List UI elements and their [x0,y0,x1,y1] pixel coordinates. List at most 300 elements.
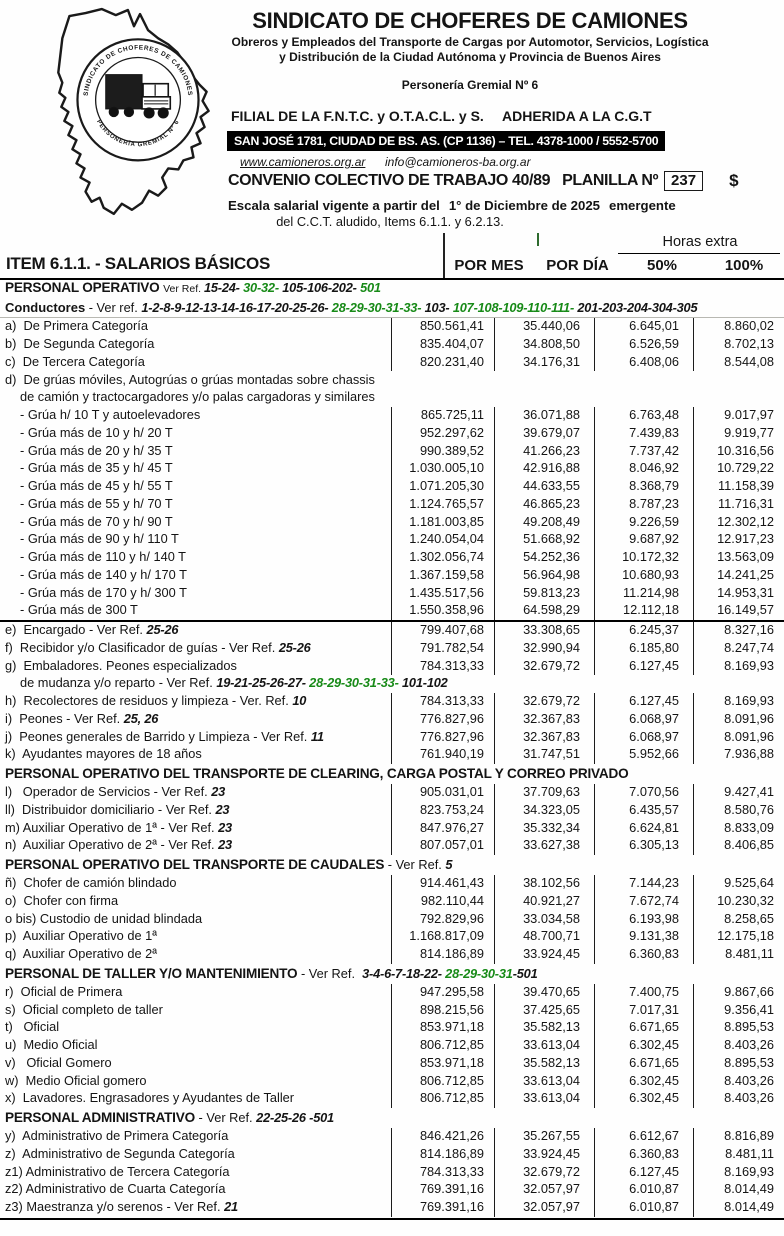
section-row [0,278,784,298]
cell-por-mes: 898.215,56 [391,1001,494,1019]
table-row [0,317,784,336]
cell-por-mes: 1.367.159,58 [391,567,494,585]
table-row [0,1072,784,1090]
row-label: i) Peones - Ver Ref. 25, 26 [5,712,159,726]
escala-suffix: emergente [609,198,676,213]
row-label: - Grúa más de 140 y h/ 170 T [20,568,187,582]
row-label: PERSONAL OPERATIVO DEL TRANSPORTE DE CAUDALES - Ver Ref. 5 [5,857,453,872]
cell-extra-50: 6.435,57 [594,802,693,820]
cell-extra-100: 8.403,26 [693,1090,784,1108]
cell-por-dia: 33.613,04 [494,1072,594,1090]
personeria-line: Personería Gremial Nº 6 [401,78,539,92]
cell-extra-50: 6.305,13 [594,837,693,855]
row-label: ñ) Chofer de camión blindado [5,877,177,891]
table-row [0,728,784,746]
column-header-50: 50% [646,257,678,274]
cell-extra-50: 6.360,83 [594,946,693,964]
cell-por-dia: 40.921,27 [494,893,594,911]
cell-extra-50: 6.302,45 [594,1090,693,1108]
cell-por-dia: 41.266,23 [494,442,594,460]
table-row [0,893,784,911]
row-label: PERSONAL DE TALLER Y/O MANTENIMIENTO - Ver Ref. 3-4-6-7-18-22- 28-29-30-31-501 [5,966,538,981]
cell-extra-100: 8.403,26 [693,1037,784,1055]
cell-extra-50: 6.193,98 [594,910,693,928]
table-row [0,1001,784,1019]
cell-extra-50: 6.671,65 [594,1055,693,1073]
cell-por-mes: 799.407,68 [391,622,494,640]
cell-por-dia: 56.964,98 [494,567,594,585]
cell-extra-100: 12.302,12 [693,513,784,531]
cell-por-dia: 64.598,29 [494,602,594,620]
cell-por-dia: 31.747,51 [494,746,594,764]
planilla-label: PLANILLA Nº [562,172,659,189]
cell-por-mes: 769.391,16 [391,1199,494,1217]
section-row [0,764,784,784]
table-row [0,425,784,443]
row-label: d) De grúas móviles, Autogrúas o grúas montadas sobre chassis [5,373,375,387]
cell-por-dia: 37.425,65 [494,1001,594,1019]
cell-por-dia: 35.440,06 [494,318,594,336]
cell-extra-50: 6.127,45 [594,657,693,675]
cell-extra-50: 6.526,59 [594,336,693,354]
cell-por-mes: 784.313,33 [391,693,494,711]
cell-extra-100: 8.580,76 [693,802,784,820]
table-row [0,711,784,729]
cell-por-mes: 853.971,18 [391,1019,494,1037]
cell-extra-50: 7.144,23 [594,875,693,893]
table-row [0,984,784,1002]
cell-por-mes: 806.712,85 [391,1090,494,1108]
cell-por-mes: 791.782,54 [391,640,494,658]
section-row [0,964,784,984]
cell-por-mes: 784.313,33 [391,1163,494,1181]
row-label: r) Oficial de Primera [5,985,123,999]
table-row [0,478,784,496]
row-label: s) Oficial completo de taller [5,1003,163,1017]
cell-extra-100: 12.917,23 [693,531,784,549]
cell-extra-100: 14.241,25 [693,567,784,585]
cell-por-dia: 39.470,65 [494,984,594,1002]
cell-extra-100: 8.702,13 [693,336,784,354]
cell-por-dia: 39.679,07 [494,425,594,443]
header-divider [443,233,445,278]
cell-por-dia: 34.323,05 [494,802,594,820]
row-label: l) Operador de Servicios - Ver Ref. 23 [5,786,226,800]
table-row [0,928,784,946]
row-label: a) De Primera Categoría [5,320,148,334]
cell-extra-100: 10.230,32 [693,893,784,911]
table-row [0,1163,784,1181]
row-label: - Grúa más de 10 y h/ 20 T [20,426,173,440]
cell-por-mes: 947.295,58 [391,984,494,1002]
cell-extra-100: 9.919,77 [693,425,784,443]
cell-extra-100: 9.427,41 [693,784,784,802]
document-header [0,0,784,231]
cell-por-dia: 35.332,34 [494,819,594,837]
cell-extra-50: 9.131,38 [594,928,693,946]
cell-extra-100: 9.356,41 [693,1001,784,1019]
row-label: - Grúa más de 110 y h/ 140 T [20,551,186,565]
table-row [0,675,784,693]
table-row [0,640,784,658]
cell-por-dia: 32.367,83 [494,728,594,746]
row-label: t) Oficial [5,1021,60,1035]
table-row [0,336,784,354]
row-label: - Grúa más de 35 y h/ 45 T [20,462,173,476]
cell-extra-100: 8.406,85 [693,837,784,855]
row-label: j) Peones generales de Barrido y Limpieza - Ver Ref. 11 [5,730,324,744]
escala-line2: del C.C.T. aludido, Items 6.1.1. y 6.2.13. [276,214,504,229]
cell-por-dia: 32.990,94 [494,640,594,658]
row-label: q) Auxiliar Operativo de 2ª [5,948,157,962]
table-row [0,693,784,711]
cell-por-mes: 835.404,07 [391,336,494,354]
table-row [0,802,784,820]
cell-por-dia: 33.034,58 [494,910,594,928]
convenio-row [228,171,739,191]
adherida-line: ADHERIDA A LA C.G.T [502,108,652,124]
row-label: de camión y tractocargadores y/o palas cargadoras y similares [20,391,375,405]
escala-line1 [228,198,676,213]
row-label: de mudanza y/o reparto - Ver Ref. 19-21-25-26-27- 28-29-30-31-33- 101-102 [20,677,448,691]
cell-por-dia: 33.308,65 [494,622,594,640]
row-label: Conductores - Ver ref. 1-2-8-9-12-13-14-16-17-20-25-26- 28-29-30-31-33- 103- 107-108-109-110-111- 201-203-204-304-305 [5,300,698,315]
cell-extra-50: 6.245,37 [594,622,693,640]
table-row [0,1037,784,1055]
cell-por-mes: 1.240.054,04 [391,531,494,549]
cell-extra-50: 6.127,45 [594,693,693,711]
cell-extra-50: 10.172,32 [594,549,693,567]
table-row [0,1199,784,1217]
filial-line: FILIAL DE LA F.N.T.C. y O.T.A.C.L. y S. [231,108,484,124]
table-row [0,819,784,837]
cell-extra-50: 7.672,74 [594,893,693,911]
row-label: PERSONAL OPERATIVO Ver Ref. 15-24- 30-32- 105-106-202- 501 [5,281,381,295]
table-row [0,407,784,425]
table-header [0,231,784,280]
cell-extra-100: 8.895,53 [693,1055,784,1073]
cell-extra-100: 8.091,96 [693,728,784,746]
cell-extra-50: 8.046,92 [594,460,693,478]
planilla-number-box: 237 [664,171,703,191]
cell-por-mes: 982.110,44 [391,893,494,911]
cell-por-dia: 34.176,31 [494,354,594,372]
cell-por-mes: 846.421,26 [391,1128,494,1146]
cell-extra-100: 8.895,53 [693,1019,784,1037]
cell-por-mes: 807.057,01 [391,837,494,855]
cell-por-dia: 59.813,23 [494,584,594,602]
cell-extra-100: 9.525,64 [693,875,784,893]
row-label: k) Ayudantes mayores de 18 años [5,748,202,762]
table-row [0,531,784,549]
cell-por-dia: 33.924,45 [494,946,594,964]
cell-extra-50: 6.068,97 [594,728,693,746]
table-row [0,620,784,640]
row-label: z2) Administrativo de Cuarta Categoría [5,1183,226,1197]
cell-por-dia: 34.808,50 [494,336,594,354]
bottom-rule [0,1218,784,1220]
cell-por-dia: 37.709,63 [494,784,594,802]
cell-por-mes: 820.231,40 [391,354,494,372]
row-label: - Grúa más de 55 y h/ 70 T [20,497,173,511]
table-row [0,1019,784,1037]
cell-extra-50: 6.671,65 [594,1019,693,1037]
section-row [0,1108,784,1128]
cell-extra-100: 9.867,66 [693,984,784,1002]
table-row [0,875,784,893]
cell-por-mes: 823.753,24 [391,802,494,820]
subheader-row [0,298,784,317]
cell-extra-100: 8.327,16 [693,622,784,640]
cell-extra-100: 8.481,11 [693,946,784,964]
row-label: u) Medio Oficial [5,1039,98,1053]
table-row [0,910,784,928]
cell-extra-50: 8.787,23 [594,496,693,514]
row-label: o bis) Custodio de unidad blindada [5,912,203,926]
table-row [0,460,784,478]
table-row [0,837,784,855]
seal-text-top: SINDICATO DE CHOFERES DE CAMIONES [82,44,194,97]
table-row [0,1146,784,1164]
cell-extra-100: 10.729,22 [693,460,784,478]
section-row [0,855,784,875]
table-row [0,1055,784,1073]
cell-por-mes: 1.181.003,85 [391,513,494,531]
cell-extra-50: 7.737,42 [594,442,693,460]
cell-extra-50: 5.952,66 [594,746,693,764]
cell-extra-50: 6.010,87 [594,1199,693,1217]
cell-por-mes: 1.124.765,57 [391,496,494,514]
cell-extra-100: 11.716,31 [693,496,784,514]
cell-extra-50: 7.070,56 [594,784,693,802]
cell-por-mes: 1.435.517,56 [391,584,494,602]
cell-por-dia: 54.252,36 [494,549,594,567]
cell-por-dia: 49.208,49 [494,513,594,531]
cell-por-mes: 761.940,19 [391,746,494,764]
row-label: PERSONAL ADMINISTRATIVO - Ver Ref. 22-25-26 -501 [5,1110,334,1125]
cell-por-mes: 905.031,01 [391,784,494,802]
cell-por-mes: 1.302.056,74 [391,549,494,567]
cell-extra-50: 6.408,06 [594,354,693,372]
table-row [0,442,784,460]
subtitle-line2: y Distribución de la Ciudad Autónoma y Provincia de Buenos Aires [279,50,661,64]
table-row [0,371,784,389]
cell-extra-50: 8.368,79 [594,478,693,496]
cell-extra-100: 8.169,93 [693,657,784,675]
cell-por-mes: 952.297,62 [391,425,494,443]
row-label: h) Recolectores de residuos y limpieza - Ver. Ref. 10 [5,695,307,709]
cell-extra-50: 6.302,45 [594,1072,693,1090]
cell-extra-50: 6.127,45 [594,1163,693,1181]
cell-por-mes: 847.976,27 [391,819,494,837]
cell-extra-100: 8.091,96 [693,711,784,729]
cell-por-dia: 33.627,38 [494,837,594,855]
cell-extra-100: 9.017,97 [693,407,784,425]
row-label: - Grúa h/ 10 T y autoelevadores [20,409,201,423]
table-row [0,1128,784,1146]
cell-por-mes: 1.030.005,10 [391,460,494,478]
cell-por-mes: 914.461,43 [391,875,494,893]
row-label: y) Administrativo de Primera Categoría [5,1130,229,1144]
cell-por-mes: 814.186,89 [391,1146,494,1164]
row-label: PERSONAL OPERATIVO DEL TRANSPORTE DE CLEARING, CARGA POSTAL Y CORREO PRIVADO [5,766,629,781]
row-label: e) Encargado - Ver Ref. 25-26 [5,624,179,638]
cell-extra-50: 11.214,98 [594,584,693,602]
row-label: - Grúa más de 70 y h/ 90 T [20,515,173,529]
row-label: - Grúa más de 170 y h/ 300 T [20,586,187,600]
row-label: x) Lavadores. Engrasadores y Ayudantes de Taller [5,1092,295,1106]
cell-extra-100: 10.316,56 [693,442,784,460]
cell-extra-100: 8.258,65 [693,910,784,928]
cell-extra-50: 6.612,67 [594,1128,693,1146]
row-label: f) Recibidor y/o Clasificador de guías - Ver Ref. 25-26 [5,641,311,655]
cell-extra-50: 12.112,18 [594,602,693,620]
cell-por-mes: 1.168.817,09 [391,928,494,946]
email-link: info@camioneros-ba.org.ar [385,155,531,169]
currency-sign: $ [729,171,739,190]
table-body [0,278,784,1217]
cell-extra-50: 6.645,01 [594,318,693,336]
cell-por-dia: 38.102,56 [494,875,594,893]
cell-por-mes: 776.827,96 [391,711,494,729]
table-row [0,946,784,964]
column-header-por-mes: POR MES [454,257,524,274]
cell-extra-100: 11.158,39 [693,478,784,496]
cell-por-mes: 769.391,16 [391,1181,494,1199]
cell-por-mes: 776.827,96 [391,728,494,746]
row-label: - Grúa más de 300 T [20,604,138,618]
cell-por-dia: 44.633,55 [494,478,594,496]
cell-extra-100: 8.169,93 [693,1163,784,1181]
row-label: v) Oficial Gomero [5,1056,112,1070]
cell-extra-100: 8.544,08 [693,354,784,372]
cell-extra-100: 8.169,93 [693,693,784,711]
cell-por-dia: 35.582,13 [494,1055,594,1073]
cell-por-mes: 784.313,33 [391,657,494,675]
cell-extra-50: 7.017,31 [594,1001,693,1019]
cell-por-dia: 32.679,72 [494,657,594,675]
cell-por-dia: 32.057,97 [494,1181,594,1199]
horas-extra-underline [618,253,780,254]
website-link: www.camioneros.org.ar [240,155,366,169]
table-row [0,496,784,514]
cell-extra-50: 6.068,97 [594,711,693,729]
table-row [0,784,784,802]
table-row [0,549,784,567]
cell-extra-100: 14.953,31 [693,584,784,602]
cell-extra-50: 6.010,87 [594,1181,693,1199]
cell-extra-50: 7.400,75 [594,984,693,1002]
item-title: ITEM 6.1.1. - SALARIOS BÁSICOS [6,254,270,273]
cell-por-dia: 32.367,83 [494,711,594,729]
cell-por-dia: 32.057,97 [494,1199,594,1217]
cell-por-dia: 35.267,55 [494,1128,594,1146]
row-label: - Grúa más de 45 y h/ 55 T [20,480,173,494]
subtitle-line1: Obreros y Empleados del Transporte de Cargas por Automotor, Servicios, Logística [231,35,709,49]
cell-extra-50: 10.680,93 [594,567,693,585]
address-bar: SAN JOSÉ 1781, CIUDAD DE BS. AS. (CP 1136) – TEL. 4378-1000 / 5552-5700 [227,131,665,151]
row-label: z) Administrativo de Segunda Categoría [5,1147,235,1161]
table-row [0,354,784,372]
row-label: n) Auxiliar Operativo de 2ª - Ver Ref. 23 [5,839,232,853]
cell-por-dia: 51.668,92 [494,531,594,549]
table-row [0,1181,784,1199]
cell-extra-50: 9.226,59 [594,513,693,531]
cell-extra-100: 8.860,02 [693,318,784,336]
cell-extra-50: 6.302,45 [594,1037,693,1055]
cell-extra-50: 6.360,83 [594,1146,693,1164]
page-title: SINDICATO DE CHOFERES DE CAMIONES [252,8,688,33]
escala-prefix: Escala salarial vigente a partir del [228,198,440,213]
cell-extra-50: 6.763,48 [594,407,693,425]
escala-date: 1° de Diciembre de 2025 [448,198,600,213]
table-row [0,746,784,764]
row-label: z3) Maestranza y/o serenos - Ver Ref. 21 [5,1201,238,1215]
row-label: z1) Administrativo de Tercera Categoría [5,1165,230,1179]
row-label: m) Auxiliar Operativo de 1ª - Ver Ref. 23 [5,821,232,835]
cell-extra-100: 8.014,49 [693,1181,784,1199]
cell-por-mes: 792.829,96 [391,910,494,928]
cell-extra-100: 8.481,11 [693,1146,784,1164]
table-row [0,584,784,602]
cell-por-dia: 48.700,71 [494,928,594,946]
cell-extra-50: 7.439,83 [594,425,693,443]
table-row [0,602,784,620]
seal-text-bottom: PERSONERÍA GREMIAL Nº 6 [94,119,181,149]
cell-por-mes: 865.725,11 [391,407,494,425]
cell-extra-100: 12.175,18 [693,928,784,946]
cell-extra-100: 13.563,09 [693,549,784,567]
cell-extra-100: 8.014,49 [693,1199,784,1217]
column-header-100: 100% [724,257,764,274]
table-row [0,513,784,531]
table-row [0,657,784,675]
column-header-horas-extra: Horas extra [662,234,738,250]
cell-extra-100: 8.833,09 [693,819,784,837]
cell-por-dia: 35.582,13 [494,1019,594,1037]
scan-tick [537,233,539,246]
cell-por-mes: 990.389,52 [391,442,494,460]
cell-por-dia: 46.865,23 [494,496,594,514]
cell-por-dia: 32.679,72 [494,693,594,711]
cell-extra-100: 7.936,88 [693,746,784,764]
cell-por-mes: 806.712,85 [391,1037,494,1055]
row-label: g) Embaladores. Peones especializados [5,659,237,673]
row-label: w) Medio Oficial gomero [5,1074,147,1088]
table-row [0,1090,784,1108]
cell-por-mes: 1.550.358,96 [391,602,494,620]
row-label: - Grúa más de 20 y h/ 35 T [20,444,173,458]
cell-extra-100: 8.247,74 [693,640,784,658]
cell-por-mes: 853.971,18 [391,1055,494,1073]
row-label: ll) Distribuidor domiciliario - Ver Ref. 23 [5,803,230,817]
table-row [0,567,784,585]
convenio-title: CONVENIO COLECTIVO DE TRABAJO 40/89 [228,172,551,189]
row-label: b) De Segunda Categoría [5,338,155,352]
cell-por-mes: 850.561,41 [391,318,494,336]
cell-por-mes: 1.071.205,30 [391,478,494,496]
table-row [0,389,784,407]
cell-por-dia: 33.613,04 [494,1037,594,1055]
cell-por-dia: 32.679,72 [494,1163,594,1181]
row-label: - Grúa más de 90 y h/ 110 T [20,533,179,547]
cell-por-mes: 806.712,85 [391,1072,494,1090]
cell-extra-50: 6.624,81 [594,819,693,837]
cell-extra-100: 8.816,89 [693,1128,784,1146]
cell-por-mes: 814.186,89 [391,946,494,964]
row-label: p) Auxiliar Operativo de 1ª [5,930,157,944]
cell-extra-100: 16.149,57 [693,602,784,620]
